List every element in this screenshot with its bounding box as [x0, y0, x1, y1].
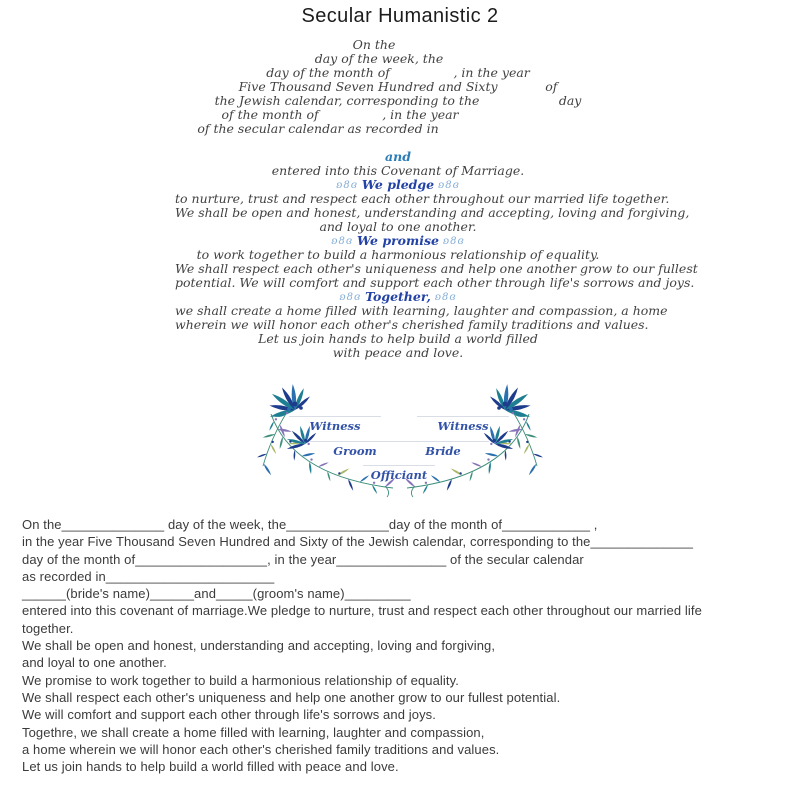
certificate-section-header: We pledge — [361, 177, 435, 192]
transcript-line: We shall be open and honest, understanding and accepting, loving and forgiving, — [22, 638, 496, 654]
certificate-line: with peace and love. — [332, 345, 464, 360]
signature-label: Bride — [425, 444, 461, 458]
transcript-line: On the______________ day of the week, the______________day of the month of____________ , — [22, 517, 598, 532]
certificate-line — [175, 136, 621, 150]
certificate-line: to nurture, trust and respect each other throughout our married life together. — [175, 191, 670, 206]
certificate-line: wherein we will honor each other's cherished family traditions and values. — [175, 317, 649, 332]
certificate-section-header: We promise — [357, 233, 439, 248]
transcript-line: We will comfort and support each other through life's sorrows and joys. — [22, 707, 436, 723]
certificate-line: and loyal to one another. — [319, 219, 477, 234]
certificate-line — [175, 290, 621, 304]
certificate-line: Five Thousand Seven Hundred and Sixty of — [238, 79, 558, 94]
flourish-ornament-icon: ʚ8ɞ — [438, 180, 460, 191]
transcript-line: Let us join hands to help build a world filled with peace and love. — [22, 759, 399, 775]
certificate-line: of the secular calendar as recorded in — [197, 121, 439, 136]
certificate-line: day of the week, the — [314, 51, 444, 66]
signature-slot-groom — [309, 441, 401, 458]
certificate-line: day of the month of , in the year — [266, 65, 530, 80]
flourish-ornament-icon: ʚ8ɞ — [442, 236, 465, 247]
transcript-line: as recorded in_______________________ — [22, 568, 275, 584]
transcript-line: in the year Five Thousand Seven Hundred and Sixty of the Jewish calendar, corresponding to the______________ — [22, 534, 694, 550]
flourish-ornament-icon: ʚ8ɞ — [339, 292, 362, 303]
certificate-line: entered into this Covenant of Marriage. — [271, 163, 525, 178]
transcript-line: Togethre, we shall create a home filled with learning, laughter and compassion, — [22, 724, 485, 740]
page-title: Secular Humanistic 2 — [301, 5, 499, 27]
transcript-line: We promise to work together to build a harmonious relationship of equality. — [22, 672, 459, 688]
certificate-line: to work together to build a harmonious relationship of equality. — [196, 247, 600, 262]
certificate-line: On the — [352, 37, 396, 52]
signature-label: Witness — [309, 419, 361, 433]
transcript-line: together. — [22, 620, 74, 636]
certificate-line: potential. We will comfort and support each other through life's sorrows and joys. — [175, 275, 695, 290]
flourish-ornament-icon: ʚ8ɞ — [331, 236, 354, 247]
certificate-text-block — [175, 37, 698, 360]
transcript-line: ______(bride's name)______and_____(groom's name)_________ — [22, 586, 411, 602]
certificate-line: Let us join hands to help build a world filled — [258, 331, 538, 346]
certificate-line: and — [385, 149, 411, 164]
certificate-line — [175, 178, 621, 192]
leaf-cluster-large-icon — [269, 384, 311, 419]
certificate-line: the Jewish calendar, corresponding to the day — [214, 93, 582, 108]
transcript-line: a home wherein we will honor each other's cherished family traditions and values. — [22, 741, 500, 757]
transcript-line: entered into this covenant of marriage.We pledge to nurture, trust and respect each other throughout our married life — [22, 603, 702, 619]
signature-label: Officiant — [370, 468, 428, 482]
signature-slot-bride — [397, 441, 489, 458]
certificate-line: we shall create a home filled with learning, laughter and compassion, a home — [175, 303, 668, 318]
transcript-text-block — [22, 516, 784, 775]
transcript-line: and loyal to one another. — [22, 655, 167, 671]
certificate-line: We shall respect each other's uniqueness and help one another grow to our fullest — [175, 261, 698, 276]
signature-label: Groom — [333, 444, 377, 458]
flourish-ornament-icon: ʚ8ɞ — [434, 292, 457, 303]
certificate-line — [175, 234, 621, 248]
transcript-line: We shall respect each other's uniqueness and help one another grow to our fullest potential. — [22, 689, 561, 705]
flourish-ornament-icon: ʚ8ɞ — [336, 180, 358, 191]
signature-label: Witness — [437, 419, 489, 433]
transcript-line: day of the month of__________________, in the year_______________ of the secular calendar — [22, 551, 584, 567]
signature-slot-witness-right — [417, 416, 509, 433]
signature-slot-officiant — [363, 465, 435, 482]
certificate-line: of the month of , in the year — [221, 107, 459, 122]
signature-slot-witness-left — [289, 416, 381, 433]
certificate-section-header: Together, — [365, 289, 431, 304]
certificate-line: We shall be open and honest, understanding and accepting, loving and forgiving, — [175, 205, 690, 220]
